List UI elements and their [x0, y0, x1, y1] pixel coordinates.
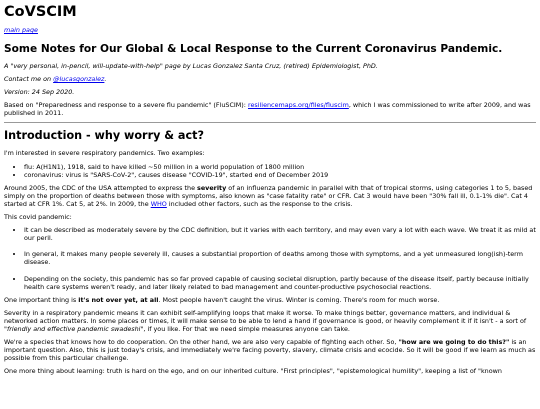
contact-line — [4, 75, 536, 83]
species-paragraph — [4, 338, 536, 362]
covid-points-list — [4, 226, 536, 291]
based-on — [4, 101, 536, 117]
list-item: • Depending on the society, this pandemic has so far proved capable of causing societal disruption, partly because of the disease itself, partly because initially health care systems weren't ready, and later likely related to bad management and counter-productive psychosocial reactions. — [24, 275, 536, 291]
bold-text: it's not over yet, at all — [78, 295, 159, 304]
bold-text: "how are we going to do this?" — [398, 338, 510, 347]
not-over-paragraph — [4, 296, 536, 304]
bold-text: severity — [197, 183, 227, 192]
list-item: • flu: A(H1N1), 1918, said to have killed ~50 million in a world population of 1800 million — [24, 163, 536, 171]
list-item: • In general, it makes many people severely ill, causes a substantial proportion of deaths among those with symptoms, and a yet unmeasured long(ish)-term disease. — [24, 250, 536, 266]
text: included other factors, such as the response to the crisis. — [166, 199, 353, 208]
list-item: • It can be described as moderately severe by the CDC definition, but it varies with each territory, and may even vary a lot with each wave. We treat it as mild at our peril. — [24, 226, 536, 242]
text: . Most people haven't caught the virus. Winter is coming. There's room for much worse. — [158, 295, 440, 304]
site-title: CoVSCIM — [4, 4, 77, 20]
text: , if you like. For that we need simple measures anyone can take. — [143, 324, 350, 333]
divider — [4, 122, 536, 123]
text: of an influenza pandemic in parallel with that of tropical storms, using categories 1 to 5, based simply on the proportion of deaths between those with symptoms, also known as "case fatality rate" or CFR. Cat 3 would have been "30% fall ill, 0.1-1% die". Cat 4 started at CFR 1%. Cat 5, at 2%. In 2009, the — [4, 183, 533, 208]
text: is an important question. Also, this is just today's crisis, and immediately we're facing poverty, slavery, climate crisis and ecocide. So it will be good if we learn as much as possible from this particular challenge. — [4, 338, 536, 363]
intro-heading: Introduction - why worry & act? — [4, 129, 204, 143]
based-on-prefix: Based on "Preparedness and response to a severe flu pandemic" (FluSCIM): — [4, 101, 248, 110]
contact-suffix: . — [104, 75, 107, 84]
text: We're a species that knows how to do cooperation. On the other hand, we are also very capable of fighting each other. So, — [4, 338, 399, 347]
page-heading: Some Notes for Our Global & Local Response to the Current Coronavirus Pandemic. — [4, 43, 503, 55]
severity-paragraph — [4, 309, 536, 333]
intro-lead: I'm interested in severe respiratory pandemics. Two examples: — [4, 149, 205, 158]
contact-link[interactable]: @lucasgonzalez — [53, 75, 105, 84]
list-item: • coronavirus: virus is "SARS-CoV-2", causes disease "COVID-19", started end of December 2019 — [24, 171, 536, 179]
main-page-link[interactable]: main page — [4, 26, 38, 34]
contact-prefix: Contact me on — [4, 75, 54, 84]
version: Version: 24 Sep 2020. — [4, 88, 75, 97]
examples-list — [4, 163, 536, 179]
page — [0, 4, 540, 375]
text: Around 2005, the CDC of the USA attempted to express the — [4, 183, 198, 192]
fluscim-link[interactable]: resiliencemaps.org/files/fluscim — [248, 101, 349, 110]
who-link[interactable]: WHO — [150, 199, 167, 208]
text: One important thing is — [4, 295, 79, 304]
this-covid-lead: This covid pandemic: — [4, 213, 72, 222]
based-on-suffix: , which I was commissioned to write after 2009, and was published in 2011. — [4, 101, 531, 118]
one-more-paragraph: One more thing about learning: truth is hard on the ego, and on our inherited culture. "First principles", "epistemological humility", keeping a list of "known — [4, 367, 502, 376]
italic-text: "friendly and effective pandemic swadeshi" — [4, 324, 144, 333]
text: Severity in a respiratory pandemic means it can exhibit self-amplifying loops that make it worse. To make things better, governance matters, and individual & networked action matters. In some places or times, it will make sense to be able to lend a hand if governance is good, or heavily complement it if it isn't - a sort of — [4, 308, 527, 325]
byline: A "very personal, in-pencil, will-update-with-help" page by Lucas Gonzalez Santa Cruz, (retired) Epidemiologist, PhD. — [4, 62, 378, 70]
cdc-paragraph — [4, 184, 536, 208]
